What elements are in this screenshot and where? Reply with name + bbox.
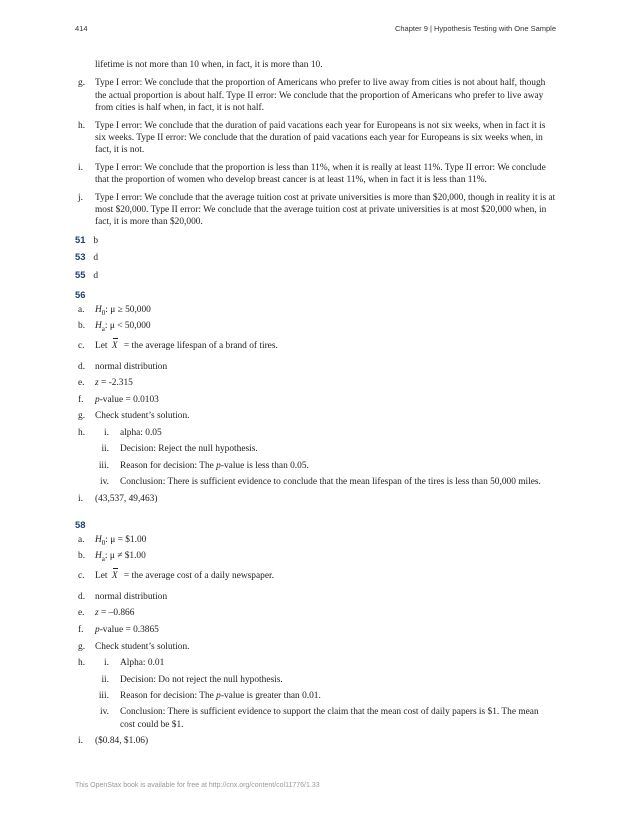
- answer-number: 56: [75, 289, 86, 301]
- roman-label: ii.: [101, 444, 109, 455]
- answer-number: 51: [75, 233, 86, 245]
- sub-item-g: [75, 410, 556, 427]
- roman-item: [75, 476, 556, 488]
- answer-item-j: [75, 192, 556, 229]
- item-label: a.: [78, 534, 85, 545]
- answer-text: b: [93, 235, 99, 246]
- answer-number: 53: [75, 251, 86, 263]
- roman-item: [75, 706, 556, 731]
- sub-item-a: [75, 534, 556, 551]
- sub-item-c: [75, 337, 556, 361]
- hypothesis-symbol: H: [95, 551, 102, 562]
- item-label: a.: [78, 304, 85, 315]
- variable: p: [216, 460, 221, 471]
- answer-text: d: [93, 253, 99, 264]
- roman-text: Decision: Do not reject the null hypothesis.: [120, 674, 283, 685]
- roman-label: i.: [104, 658, 109, 669]
- item-label: h.: [78, 658, 86, 669]
- answer-53: [75, 251, 556, 264]
- item-label: d.: [78, 361, 86, 372]
- sub-item-b: [75, 550, 556, 567]
- item-label: g.: [78, 78, 86, 89]
- roman-item: [75, 443, 556, 455]
- item-label: c.: [78, 340, 85, 351]
- item-text: = –0.866: [98, 608, 135, 619]
- text-suffix: = the average lifespan of a brand of tires.: [123, 340, 278, 351]
- answer-56: [75, 289, 556, 509]
- item-text: = -2.315: [98, 378, 133, 389]
- item-text: Type I error: We conclude that the proportion of Americans who prefer to live away from cities is not about half, though the actual proportion is about half. Type II error: We conclude that the proportion of Americans who prefer to live away from cities is half when, in fact, it is not half.: [95, 78, 546, 114]
- sub-item-e: [75, 607, 556, 624]
- roman-label: iii.: [98, 460, 109, 471]
- roman-label: ii.: [101, 674, 109, 685]
- answer-number: 55: [75, 268, 86, 280]
- item-label: i.: [78, 736, 83, 747]
- roman-text: Decision: Reject the null hypothesis.: [120, 444, 258, 455]
- text-prefix: Let: [95, 570, 108, 581]
- text-prefix: Let: [95, 340, 108, 351]
- roman-text: alpha: 0.05: [120, 428, 162, 439]
- x-bar-symbol: X: [111, 570, 118, 581]
- item-label: e.: [78, 608, 85, 619]
- hypothesis-subscript: a: [101, 324, 105, 333]
- roman-item: [75, 657, 556, 669]
- roman-item: [75, 690, 556, 702]
- answer-item-g: [75, 77, 556, 114]
- item-text: Type I error: We conclude that the proportion is less than 11%, when it is really at least 11%. Type II error: We conclude that the proportion of women who develop breast cancer is at least 11%, when in fact it is less than 11%.: [95, 162, 546, 186]
- sub-item-f: [75, 394, 556, 411]
- roman-label: i.: [104, 428, 109, 439]
- chapter-title: Chapter 9 | Hypothesis Testing with One Sample: [394, 24, 556, 33]
- item-text: Type I error: We conclude that the average tuition cost at private universities is more than $20,000, though in reality it is at most $20,000. Type II error: We conclude that the average tuition cost at private universities is at most $20,000 when, in fact, it is more than $20,000.: [95, 192, 556, 228]
- sub-item-h: [75, 657, 556, 731]
- roman-label: iv.: [99, 477, 109, 488]
- answer-item-h: [75, 120, 556, 157]
- sub-item-c: [75, 567, 556, 591]
- sub-item-b: [75, 320, 556, 337]
- sub-item-f: [75, 624, 556, 641]
- item-text: normal distribution: [95, 361, 168, 372]
- answer-55: [75, 269, 556, 282]
- hypothesis-symbol: H: [95, 304, 102, 315]
- hypothesis-subscript: 0: [101, 538, 106, 547]
- hypothesis-text: : μ < 50,000: [104, 321, 151, 332]
- item-label: h.: [78, 120, 86, 131]
- item-text: ($0.84, $1.06): [95, 736, 149, 747]
- sub-item-g: [75, 641, 556, 658]
- hypothesis-subscript: 0: [101, 308, 106, 317]
- variable: p: [95, 394, 100, 405]
- variable: p: [216, 691, 221, 702]
- item-label: e.: [78, 378, 85, 389]
- item-text: Check student’s solution.: [95, 411, 190, 422]
- roman-text: -value is less than 0.05.: [220, 460, 309, 471]
- item-text: (43,537, 49,463): [95, 493, 158, 504]
- hypothesis-subscript: a: [101, 555, 105, 564]
- item-label: b.: [78, 551, 86, 562]
- item-text: Type I error: We conclude that the duration of paid vacations each year for Europeans is not six weeks, when in fact it is six weeks. Type II error: We conclude that the duration of paid vacations each year for Europeans is six weeks when, in fact, it is not.: [95, 120, 546, 156]
- answer-51: [75, 234, 556, 247]
- roman-text: -value is greater than 0.01.: [220, 691, 321, 702]
- answer-item-i: [75, 162, 556, 187]
- page-content: [75, 59, 556, 752]
- item-text: -value = 0.3865: [99, 625, 159, 636]
- item-text: normal distribution: [95, 591, 168, 602]
- hypothesis-symbol: H: [95, 321, 102, 332]
- sub-item-e: [75, 377, 556, 394]
- item-text: Check student’s solution.: [95, 641, 190, 652]
- roman-item: [75, 460, 556, 472]
- page-footer: This OpenStax book is available for free at http://cnx.org/content/col11776/1.33: [75, 782, 320, 789]
- item-label: f.: [78, 625, 84, 636]
- answer-text: d: [93, 270, 99, 281]
- page-header: [75, 24, 556, 38]
- hypothesis-text: : μ = $1.00: [105, 534, 147, 545]
- roman-item: [75, 427, 556, 439]
- sub-item-d: [75, 361, 556, 378]
- variable: z: [95, 608, 99, 619]
- hypothesis-text: : μ ≠ $1.00: [104, 551, 146, 562]
- item-label: g.: [78, 641, 86, 652]
- continued-text: lifetime is not more than 10 when, in fact, it is more than 10.: [95, 60, 323, 70]
- item-label: c.: [78, 570, 85, 581]
- roman-text: Reason for decision: The: [120, 460, 217, 471]
- roman-label: iii.: [98, 691, 109, 702]
- roman-text: Reason for decision: The: [120, 691, 217, 702]
- sub-item-d: [75, 591, 556, 608]
- sub-item-i: [75, 493, 556, 510]
- roman-text: Conclusion: There is sufficient evidence to conclude that the mean lifespan of the tires is less than 50,000 miles.: [120, 477, 541, 488]
- page-number: 414: [75, 24, 88, 33]
- x-bar-symbol: X: [111, 340, 118, 351]
- item-label: f.: [78, 394, 84, 405]
- sub-item-i: [75, 735, 556, 752]
- item-label: j.: [78, 192, 83, 203]
- roman-text: Conclusion: There is sufficient evidence to support the claim that the mean cost of daily papers is $1. The mean cost could be $1.: [120, 707, 539, 730]
- variable: z: [95, 378, 99, 389]
- answer-number: 58: [75, 519, 86, 531]
- item-label: h.: [78, 428, 86, 439]
- item-text: -value = 0.0103: [99, 394, 159, 405]
- item-label: i.: [78, 162, 83, 173]
- hypothesis-symbol: H: [95, 534, 102, 545]
- sub-item-h: [75, 427, 556, 489]
- text-suffix: = the average cost of a daily newspaper.: [123, 570, 274, 581]
- item-label: b.: [78, 321, 86, 332]
- item-label: g.: [78, 411, 86, 422]
- item-label: i.: [78, 493, 83, 504]
- roman-item: [75, 674, 556, 686]
- variable: p: [95, 625, 100, 636]
- roman-text: Alpha: 0.01: [120, 658, 165, 669]
- sub-item-a: [75, 304, 556, 321]
- item-label: d.: [78, 591, 86, 602]
- hypothesis-text: : μ ≥ 50,000: [105, 304, 151, 315]
- answer-58: [75, 519, 556, 752]
- roman-label: iv.: [99, 707, 109, 718]
